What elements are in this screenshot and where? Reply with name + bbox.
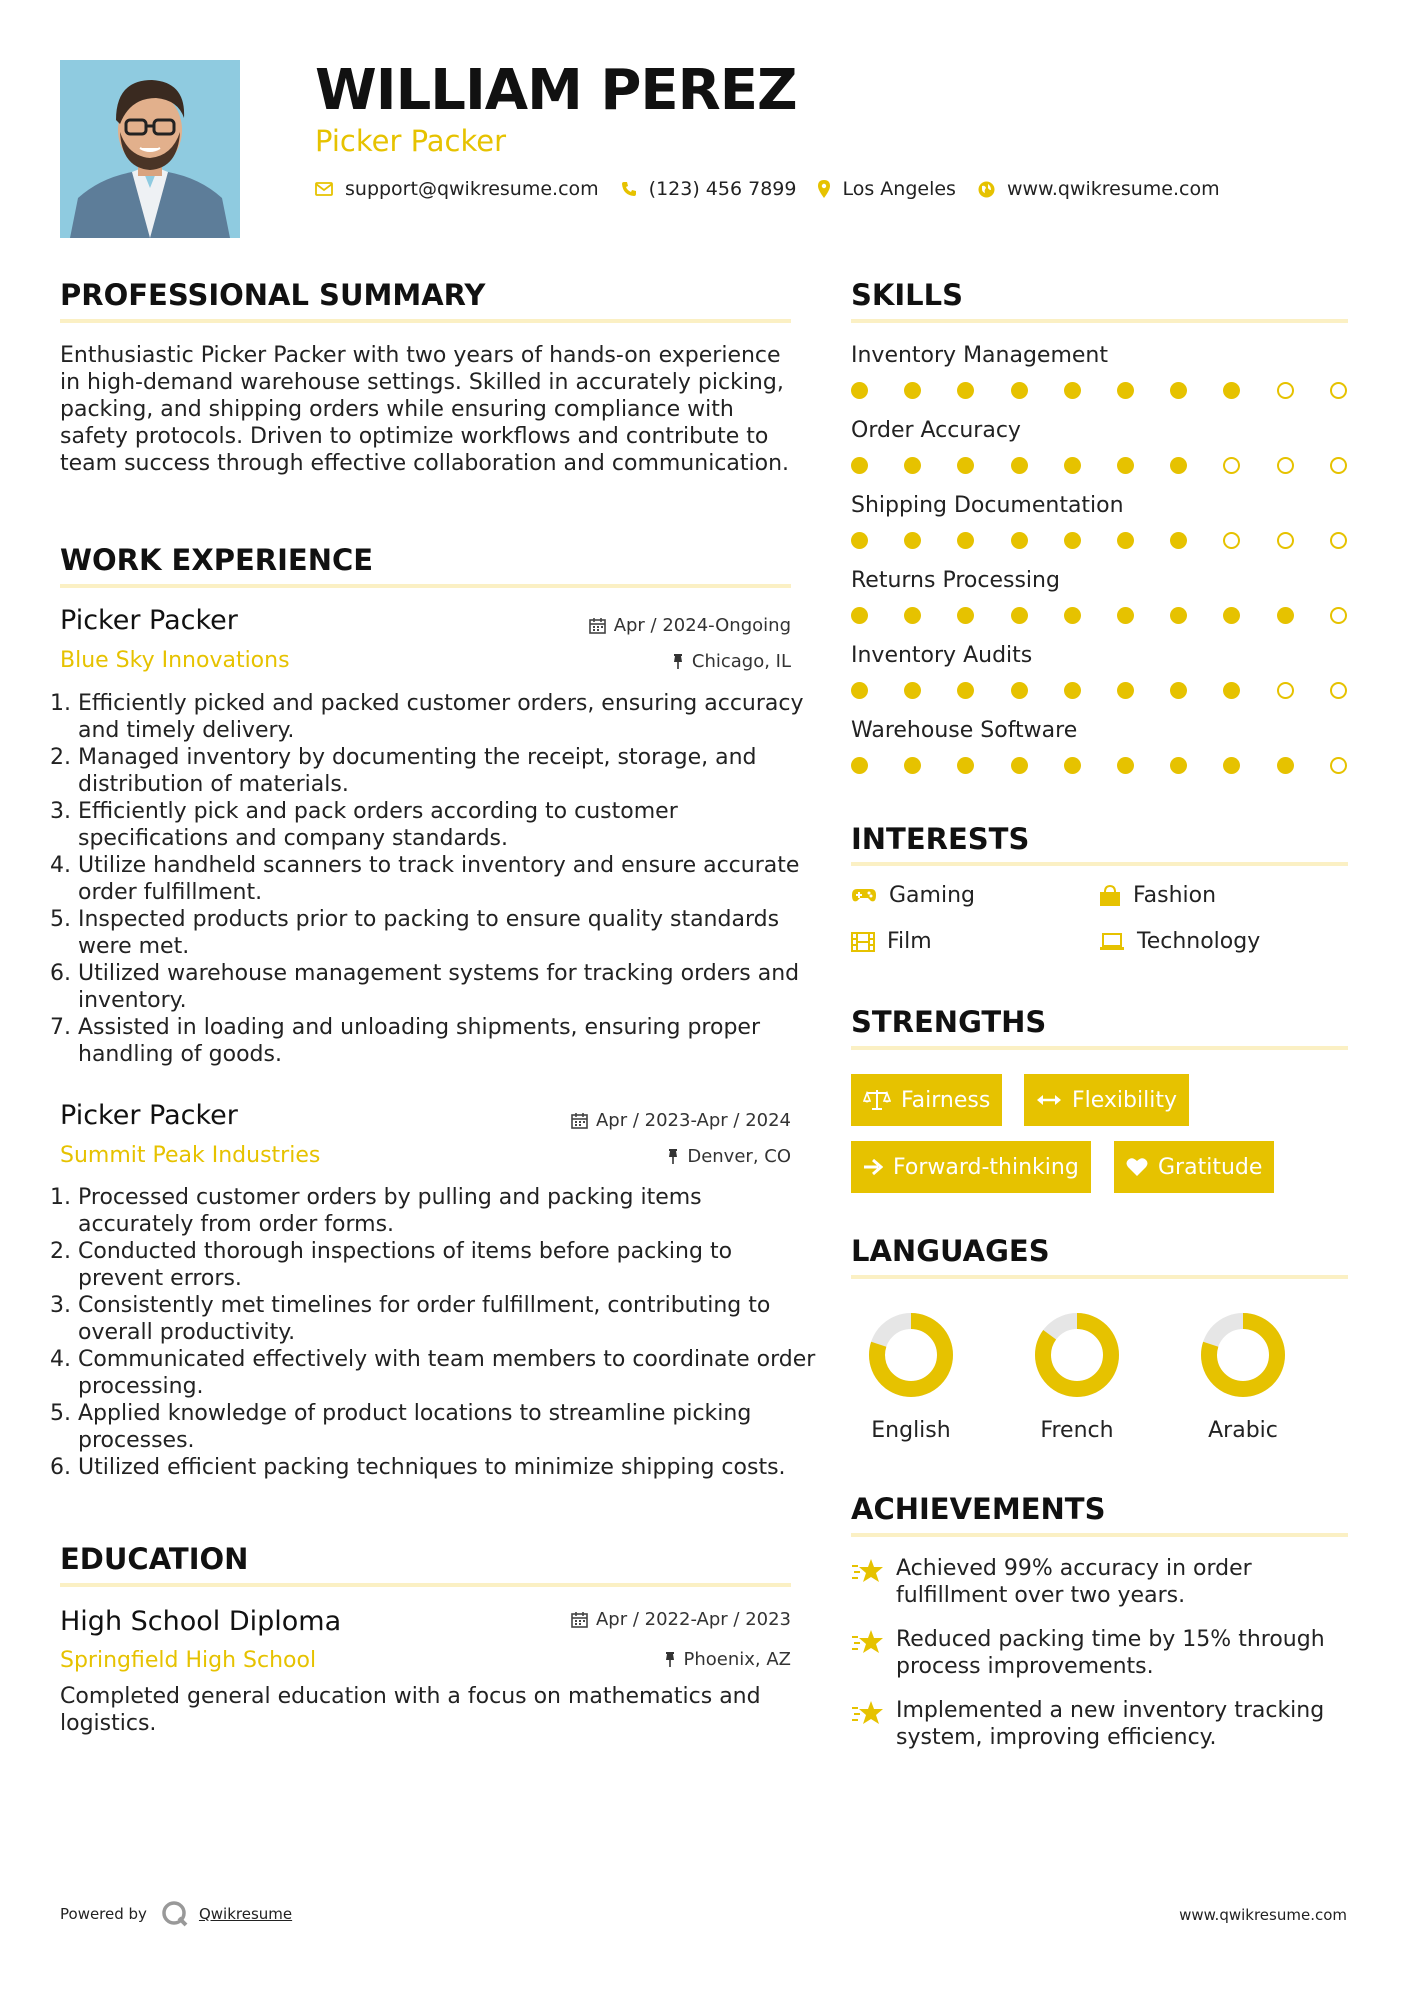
achievement-text: Reduced packing time by 15% through process improvements. — [896, 1627, 1325, 1679]
skill-dot-filled — [1117, 757, 1134, 774]
strength-label: Flexibility — [1072, 1087, 1177, 1113]
job-date — [589, 615, 791, 636]
star-icon — [851, 1697, 896, 1751]
skill-dot-empty — [1277, 457, 1294, 474]
skill-dot-filled — [1170, 532, 1187, 549]
pin-icon — [667, 1148, 679, 1165]
candidate-title: Picker Packer — [315, 124, 507, 158]
list-item: 1. Processed customer orders by pulling and packing items accurately from order forms. — [78, 1184, 823, 1238]
achievements-heading: ACHIEVEMENTS — [851, 1492, 1106, 1526]
job-location — [672, 651, 791, 672]
phone-icon — [621, 181, 637, 197]
skill-name: Inventory Management — [851, 343, 1108, 368]
skill-dot-empty — [1223, 457, 1240, 474]
skill-dot-filled — [1011, 607, 1028, 624]
skill-name: Warehouse Software — [851, 718, 1078, 743]
skill-dot-empty — [1330, 757, 1347, 774]
achievement-text: Implemented a new inventory tracking system, improving efficiency. — [896, 1698, 1325, 1750]
skill-dot-filled — [1277, 607, 1294, 624]
film-icon — [851, 932, 875, 952]
arrow-right-icon — [863, 1158, 883, 1176]
skill-rating — [851, 382, 1351, 402]
skill-rating — [851, 457, 1351, 477]
skill-dot-filled — [904, 457, 921, 474]
interest-label: Film — [887, 929, 932, 954]
interest-label: Fashion — [1133, 883, 1217, 908]
skill-dot-filled — [1223, 757, 1240, 774]
strength-badge — [851, 1074, 1002, 1126]
strength-label: Fairness — [901, 1087, 991, 1113]
skill-dot-empty — [1277, 532, 1294, 549]
contact-email[interactable] — [315, 178, 599, 200]
qwikresume-link[interactable]: Qwikresume — [198, 1905, 293, 1923]
skill-dot-filled — [1011, 532, 1028, 549]
skill-dot-filled — [957, 382, 974, 399]
skill-dot-filled — [1170, 457, 1187, 474]
skill-dot-filled — [851, 607, 868, 624]
education-location — [664, 1649, 792, 1670]
experience-heading: WORK EXPERIENCE — [60, 543, 374, 577]
job-role: Picker Packer — [60, 1100, 238, 1131]
skill-rating — [851, 682, 1351, 702]
list-item: 4. Utilize handheld scanners to track inventory and ensure accurate order fulfillment. — [78, 852, 823, 906]
job-company: Blue Sky Innovations — [60, 648, 290, 673]
languages-heading: LANGUAGES — [851, 1234, 1050, 1268]
interests-divider — [851, 862, 1348, 866]
qwikresume-logo-icon — [161, 1900, 189, 1928]
skill-dot-filled — [1117, 457, 1134, 474]
contact-phone[interactable] — [621, 178, 797, 200]
contact-location — [818, 178, 955, 200]
list-item: 6. Utilized efficient packing techniques to minimize shipping costs. — [78, 1454, 823, 1481]
skill-dot-filled — [957, 682, 974, 699]
strength-label: Gratitude — [1158, 1154, 1263, 1180]
skill-dot-filled — [1277, 757, 1294, 774]
strength-badge — [1114, 1141, 1274, 1193]
skill-name: Order Accuracy — [851, 418, 1021, 443]
star-icon — [851, 1626, 896, 1680]
education-divider — [60, 1583, 791, 1587]
star-icon — [851, 1555, 896, 1609]
skill-dot-filled — [851, 757, 868, 774]
job-company: Summit Peak Industries — [60, 1143, 321, 1168]
education-heading: EDUCATION — [60, 1542, 249, 1576]
phone-text: (123) 456 7899 — [648, 178, 797, 200]
skill-dot-filled — [1064, 532, 1081, 549]
education-location-text: Phoenix, AZ — [683, 1649, 791, 1670]
language-name: Arabic — [1208, 1418, 1278, 1443]
location-text: Los Angeles — [842, 178, 956, 200]
education-degree: High School Diploma — [60, 1606, 342, 1637]
skill-dot-filled — [1170, 382, 1187, 399]
job-location-text: Chicago, IL — [691, 651, 791, 672]
job-role: Picker Packer — [60, 605, 238, 636]
experience-divider — [60, 584, 791, 588]
skill-dot-filled — [1117, 607, 1134, 624]
list-item: 1. Efficiently picked and packed customer orders, ensuring accuracy and timely delivery. — [78, 690, 823, 744]
calendar-icon — [589, 617, 606, 634]
skill-dot-filled — [957, 607, 974, 624]
skill-dot-empty — [1277, 682, 1294, 699]
laptop-icon — [1099, 933, 1125, 951]
skill-dot-filled — [904, 382, 921, 399]
website-text: www.qwikresume.com — [1006, 178, 1220, 200]
skill-dot-filled — [1117, 382, 1134, 399]
summary-text: Enthusiastic Picker Packer with two years of hands-on experience in high-demand warehouse settings. Skilled in accurately picking, packing, and shipping orders while ensuring compliance with safety protocols. Driven to optimize workflows and contribute to team success through effective collaboration and communication. — [60, 343, 790, 476]
skill-dot-filled — [1011, 682, 1028, 699]
skill-dot-filled — [851, 532, 868, 549]
skill-dot-filled — [1064, 457, 1081, 474]
gamepad-icon — [851, 888, 877, 904]
skill-name: Returns Processing — [851, 568, 1060, 593]
interests-heading: INTERESTS — [851, 822, 1030, 856]
language-name: English — [871, 1418, 951, 1443]
list-item: 5. Inspected products prior to packing to ensure quality standards were met. — [78, 906, 823, 960]
skill-dot-filled — [904, 757, 921, 774]
job-date-text: Apr / 2023-Apr / 2024 — [595, 1110, 791, 1131]
languages-divider — [851, 1275, 1348, 1279]
skill-dot-filled — [904, 607, 921, 624]
summary-divider — [60, 319, 791, 323]
skill-dot-filled — [851, 457, 868, 474]
skill-rating — [851, 607, 1351, 627]
list-item: 3. Efficiently pick and pack orders according to customer specifications and company standards. — [78, 798, 823, 852]
footer-powered-by — [60, 1900, 292, 1928]
pin-icon — [672, 653, 684, 670]
strength-badge — [1024, 1074, 1189, 1126]
skill-dot-filled — [1223, 607, 1240, 624]
skill-dot-filled — [957, 457, 974, 474]
skill-dot-filled — [1170, 757, 1187, 774]
skill-dot-empty — [1330, 682, 1347, 699]
achievement-item — [851, 1626, 1351, 1680]
skill-dot-filled — [1064, 607, 1081, 624]
education-date-text: Apr / 2022-Apr / 2023 — [595, 1609, 791, 1630]
calendar-icon — [571, 1112, 588, 1129]
skill-dot-filled — [1170, 682, 1187, 699]
skill-name: Inventory Audits — [851, 643, 1033, 668]
skill-dot-filled — [1170, 607, 1187, 624]
education-school: Springfield High School — [60, 1648, 317, 1673]
envelope-icon — [315, 182, 333, 196]
interest-item — [851, 929, 932, 954]
language-item — [1007, 1310, 1147, 1443]
skill-dot-filled — [1011, 382, 1028, 399]
achievement-item — [851, 1697, 1351, 1751]
skill-dot-filled — [904, 532, 921, 549]
language-item — [1173, 1310, 1313, 1443]
contact-website[interactable] — [978, 178, 1220, 200]
skill-dot-filled — [904, 682, 921, 699]
powered-by-text: Powered by — [60, 1905, 147, 1923]
skill-dot-empty — [1330, 457, 1347, 474]
candidate-name: WILLIAM PEREZ — [315, 58, 797, 123]
achievement-text: Achieved 99% accuracy in order fulfillment over two years. — [896, 1556, 1252, 1608]
skills-divider — [851, 319, 1348, 323]
skill-name: Shipping Documentation — [851, 493, 1124, 518]
skill-dot-empty — [1330, 532, 1347, 549]
achievement-item — [851, 1555, 1351, 1609]
calendar-icon — [571, 1611, 588, 1628]
skill-dot-filled — [1011, 757, 1028, 774]
list-item: 3. Consistently met timelines for order fulfillment, contributing to overall productivity. — [78, 1292, 823, 1346]
globe-icon — [978, 181, 995, 198]
list-item: 5. Applied knowledge of product locations to streamline picking processes. — [78, 1400, 823, 1454]
education-description: Completed general education with a focus on mathematics and logistics. — [60, 1684, 761, 1736]
strength-badge — [851, 1141, 1091, 1193]
interest-item — [1099, 883, 1216, 908]
language-donut — [1198, 1310, 1288, 1400]
skill-dot-filled — [1064, 682, 1081, 699]
skill-dot-filled — [1223, 382, 1240, 399]
summary-heading: PROFESSIONAL SUMMARY — [60, 278, 486, 312]
interest-label: Technology — [1137, 929, 1261, 954]
list-item: 4. Communicated effectively with team members to coordinate order processing. — [78, 1346, 823, 1400]
list-item: 2. Managed inventory by documenting the receipt, storage, and distribution of materials. — [78, 744, 823, 798]
education-date — [571, 1609, 791, 1630]
map-marker-icon — [818, 180, 830, 198]
shopping-bag-icon — [1099, 885, 1121, 907]
skill-rating — [851, 532, 1351, 552]
email-text: support@qwikresume.com — [345, 178, 599, 200]
skill-rating — [851, 757, 1351, 777]
strengths-divider — [851, 1046, 1348, 1050]
skill-dot-filled — [1064, 382, 1081, 399]
heart-icon — [1126, 1157, 1148, 1177]
job-bullets — [50, 1184, 823, 1481]
footer-url[interactable]: www.qwikresume.com — [1179, 1906, 1347, 1924]
list-item: 7. Assisted in loading and unloading shipments, ensuring proper handling of goods. — [78, 1014, 823, 1068]
skill-dot-filled — [1117, 532, 1134, 549]
skill-dot-filled — [1064, 757, 1081, 774]
list-item: 2. Conducted thorough inspections of items before packing to prevent errors. — [78, 1238, 823, 1292]
skill-dot-empty — [1223, 532, 1240, 549]
skill-dot-filled — [1117, 682, 1134, 699]
strength-label: Forward-thinking — [893, 1154, 1079, 1180]
skill-dot-filled — [1223, 682, 1240, 699]
skill-dot-filled — [851, 382, 868, 399]
skills-heading: SKILLS — [851, 278, 963, 312]
pin-icon — [664, 1651, 676, 1668]
skill-dot-filled — [957, 532, 974, 549]
interest-item — [851, 883, 975, 908]
skill-dot-empty — [1330, 382, 1347, 399]
language-name: French — [1040, 1418, 1114, 1443]
skill-dot-filled — [851, 682, 868, 699]
job-bullets — [50, 690, 823, 1068]
skill-dot-filled — [1011, 457, 1028, 474]
language-donut — [1032, 1310, 1122, 1400]
avatar — [60, 60, 240, 238]
skill-dot-filled — [957, 757, 974, 774]
achievements-divider — [851, 1533, 1348, 1537]
skill-dot-empty — [1330, 607, 1347, 624]
skill-dot-empty — [1277, 382, 1294, 399]
job-date-text: Apr / 2024-Ongoing — [613, 615, 791, 636]
job-location-text: Denver, CO — [687, 1146, 791, 1167]
job-location — [667, 1146, 791, 1167]
interest-item — [1099, 929, 1260, 954]
language-item — [841, 1310, 981, 1443]
language-donut — [866, 1310, 956, 1400]
list-item: 6. Utilized warehouse management systems for tracking orders and inventory. — [78, 960, 823, 1014]
job-date — [571, 1110, 791, 1131]
balance-scale-icon — [863, 1089, 891, 1111]
strengths-heading: STRENGTHS — [851, 1005, 1047, 1039]
arrows-horizontal-icon — [1036, 1093, 1062, 1107]
interest-label: Gaming — [889, 883, 975, 908]
contact-bar — [315, 178, 1242, 200]
